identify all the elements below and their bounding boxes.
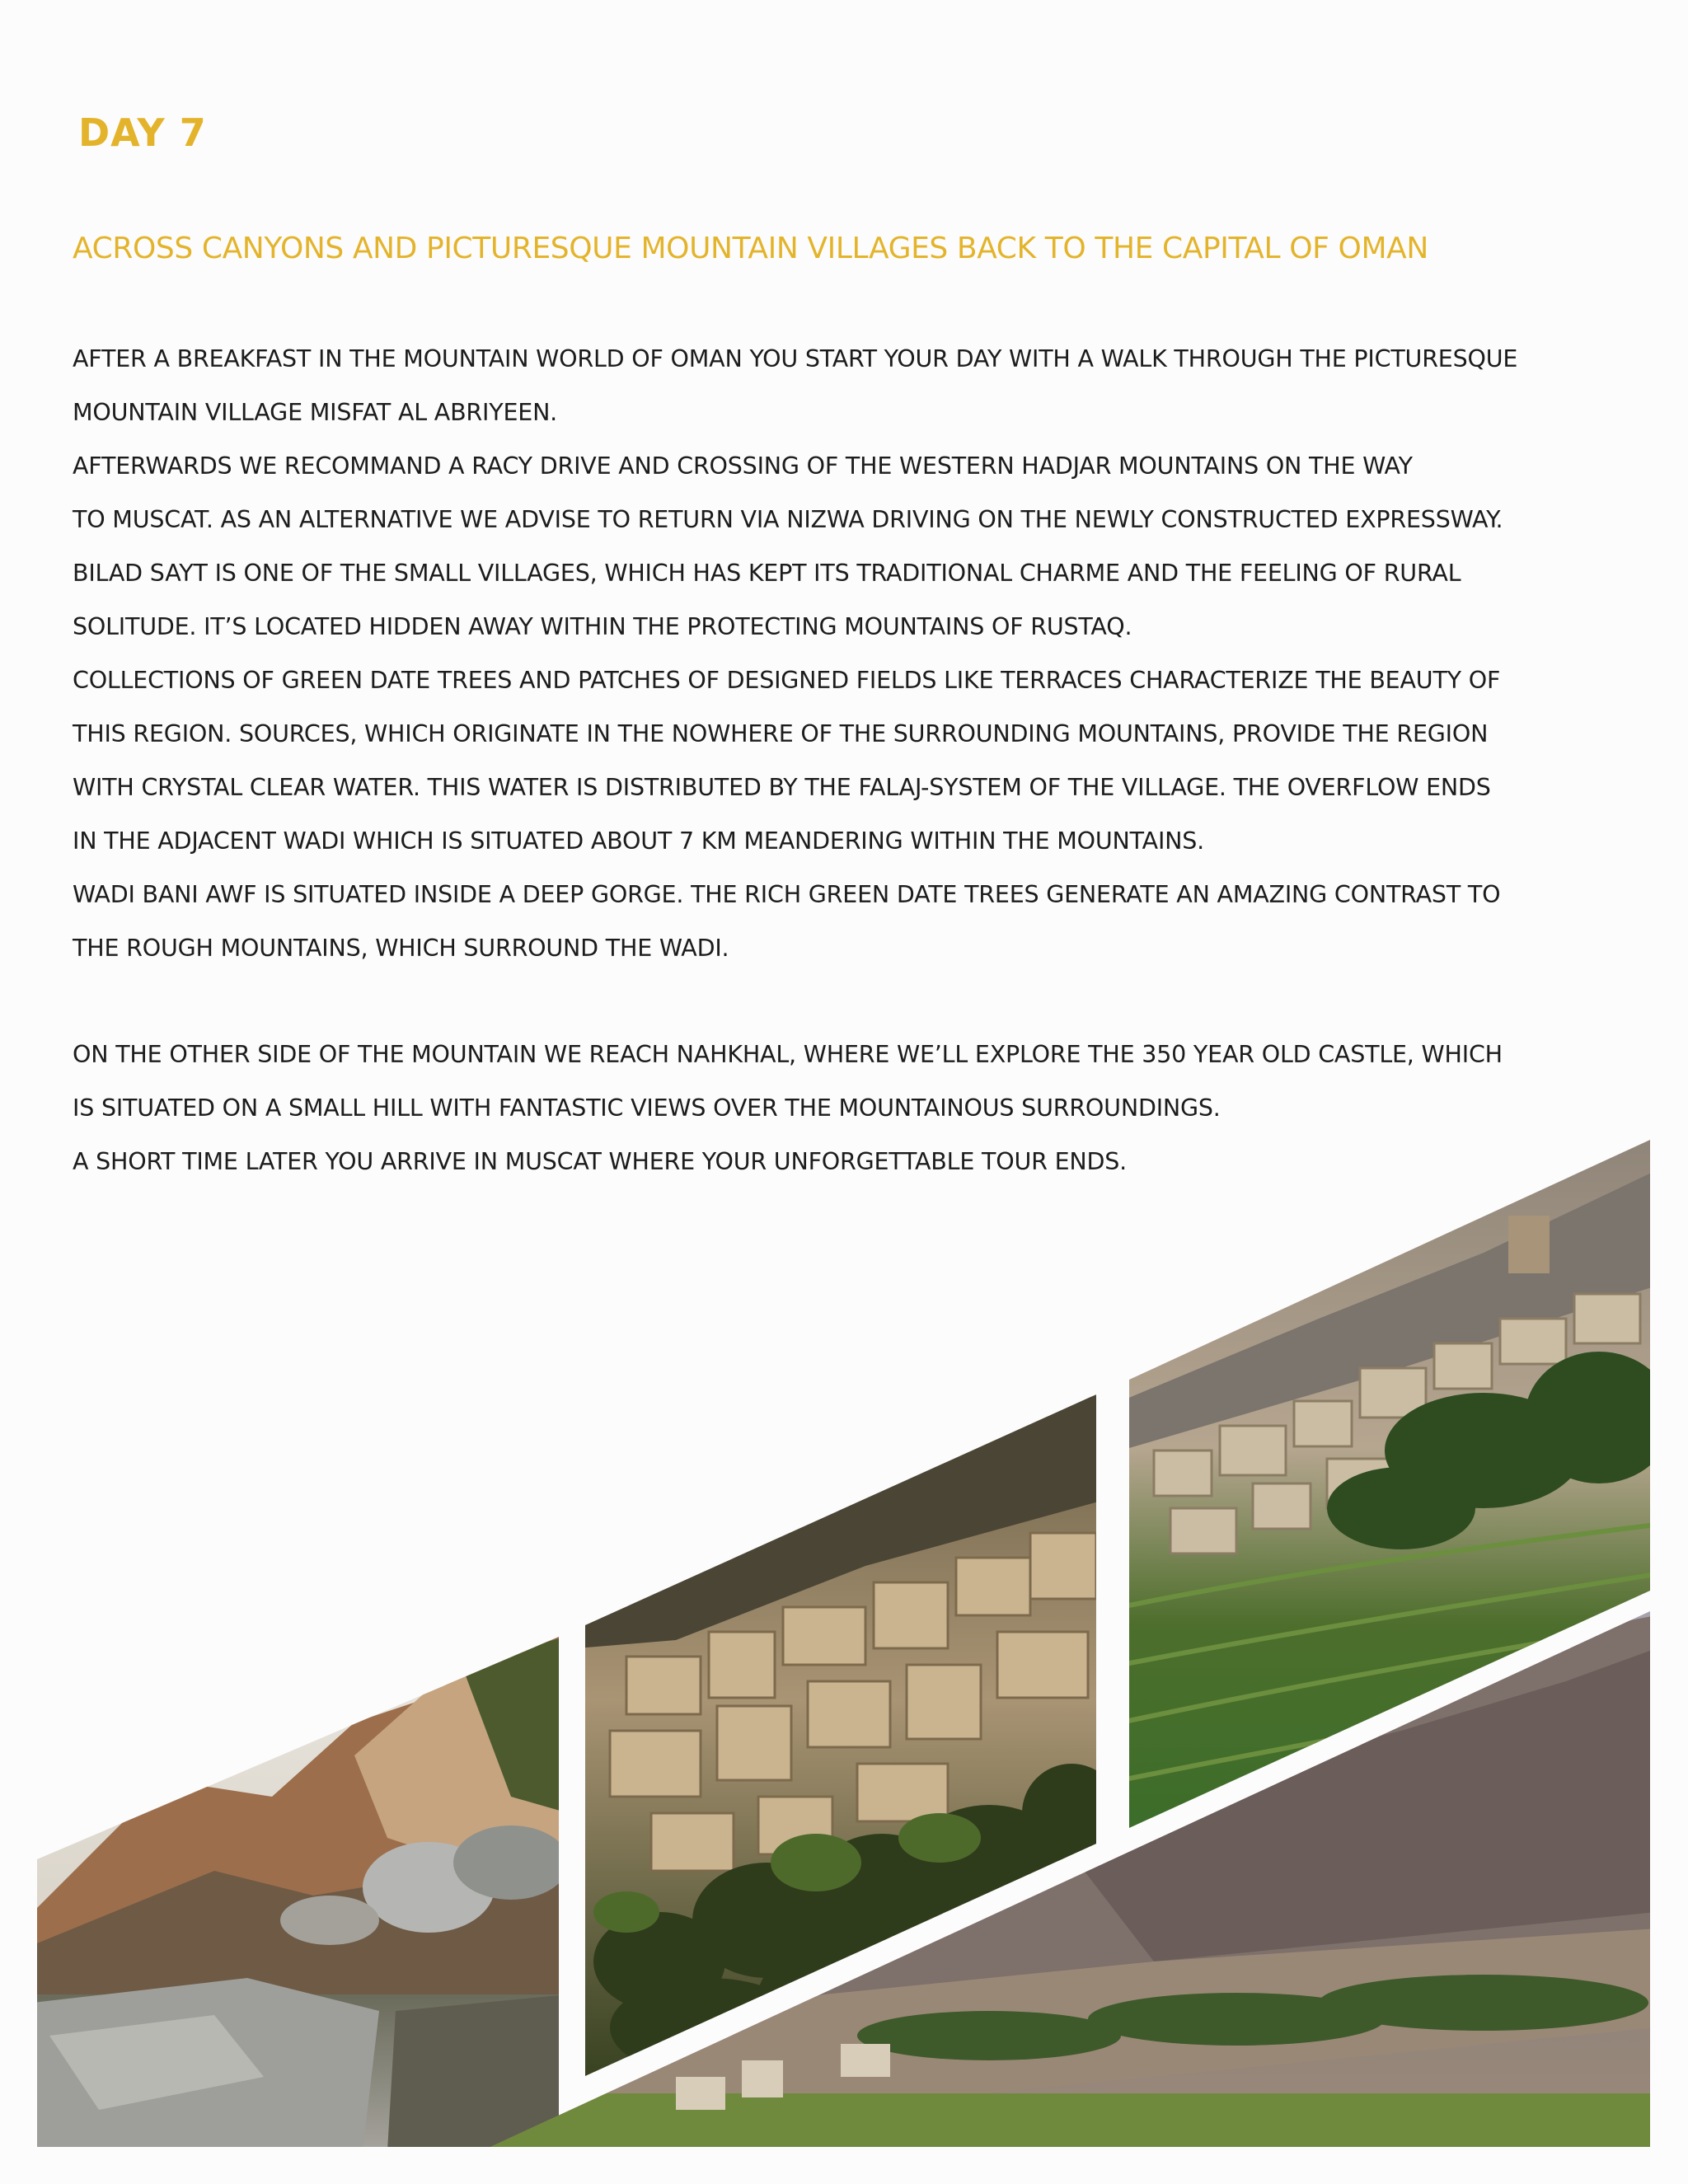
wadi-canyon-photo — [33, 1632, 569, 2159]
paragraph-line: A SHORT TIME LATER YOU ARRIVE IN MUSCAT WHERE YOUR UNFORGETTABLE TOUR ENDS. — [73, 1148, 1127, 1175]
paragraph-line: WITH CRYSTAL CLEAR WATER. THIS WATER IS DISTRIBUTED BY THE FALAJ-SYSTEM OF THE VILLAGE. THE OVERFLOW ENDS — [73, 774, 1491, 801]
paragraph-line: MOUNTAIN VILLAGE MISFAT AL ABRIYEEN. — [73, 399, 558, 426]
paragraph-line: COLLECTIONS OF GREEN DATE TREES AND PATCHES OF DESIGNED FIELDS LIKE TERRACES CHARACTERIZE THE BEAUTY OF — [73, 667, 1501, 694]
paragraph-line: BILAD SAYT IS ONE OF THE SMALL VILLAGES, WHICH HAS KEPT ITS TRADITIONAL CHARME AND THE FEELING OF RURAL — [73, 560, 1461, 587]
paragraph-line: THE ROUGH MOUNTAINS, WHICH SURROUND THE WADI. — [73, 935, 729, 962]
paragraph-line: AFTERWARDS WE RECOMMAND A RACY DRIVE AND CROSSING OF THE WESTERN HADJAR MOUNTAINS ON THE WAY — [73, 452, 1413, 480]
paragraph-line: ON THE OTHER SIDE OF THE MOUNTAIN WE REACH NAHKHAL, WHERE WE’LL EXPLORE THE 350 YEAR OLD CASTLE, WHICH — [73, 1041, 1503, 1068]
paragraph-line: IS SITUATED ON A SMALL HILL WITH FANTASTIC VIEWS OVER THE MOUNTAINOUS SURROUNDINGS. — [73, 1094, 1221, 1122]
paragraph-line: TO MUSCAT. AS AN ALTERNATIVE WE ADVISE TO RETURN VIA NIZWA DRIVING ON THE NEWLY CONSTRUCTED EXPRESSWAY. — [73, 506, 1503, 533]
paragraph-line: AFTER A BREAKFAST IN THE MOUNTAIN WORLD OF OMAN YOU START YOUR DAY WITH A WALK THROUGH THE PICTURESQUE — [73, 345, 1518, 373]
day-subtitle: ACROSS CANYONS AND PICTURESQUE MOUNTAIN VILLAGES BACK TO THE CAPITAL OF OMAN — [73, 232, 1428, 265]
day-heading: DAY 7 — [78, 110, 207, 155]
paragraph-line: THIS REGION. SOURCES, WHICH ORIGINATE IN THE NOWHERE OF THE SURROUNDING MOUNTAINS, PROVIDE THE REGION — [73, 720, 1489, 748]
paragraph-line: IN THE ADJACENT WADI WHICH IS SITUATED ABOUT 7 KM MEANDERING WITHIN THE MOUNTAINS. — [73, 827, 1205, 855]
paragraph-line: WADI BANI AWF IS SITUATED INSIDE A DEEP GORGE. THE RICH GREEN DATE TREES GENERATE AN AMAZING CONTRAST TO — [73, 881, 1501, 908]
paragraph-line: SOLITUDE. IT’S LOCATED HIDDEN AWAY WITHIN THE PROTECTING MOUNTAINS OF RUSTAQ. — [73, 613, 1132, 640]
